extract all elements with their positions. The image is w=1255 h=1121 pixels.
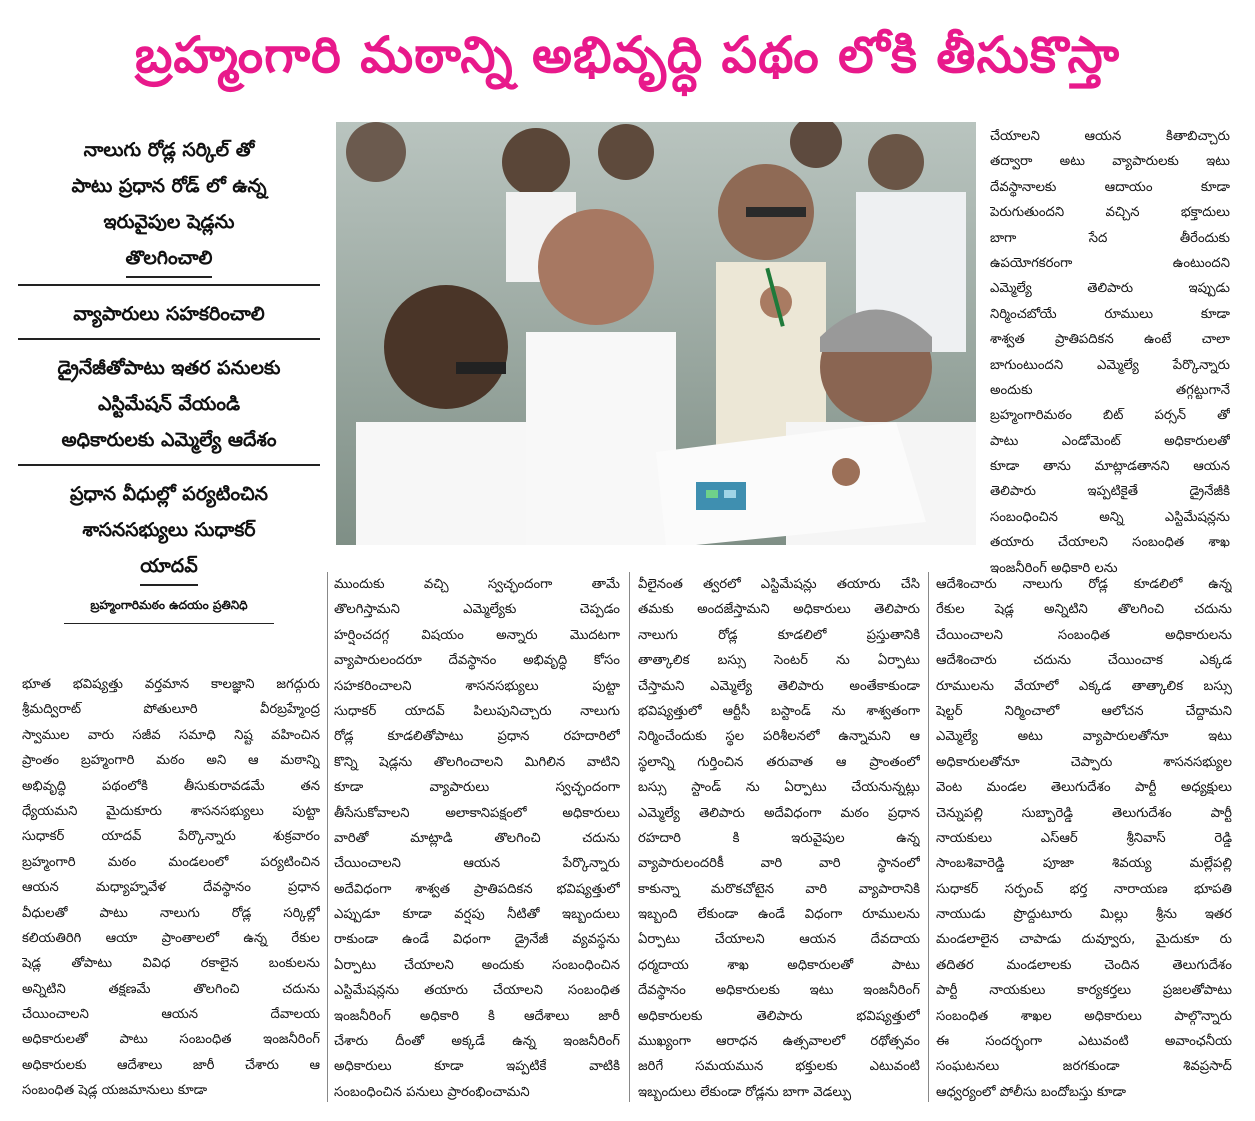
article-line: శాశ్వత ప్రాతిపదికన ఉంటే చాలా (990, 332, 1230, 348)
article-line: బ్రహ్మంగారిమఠం బిట్ పర్సన్ తో (990, 408, 1230, 424)
article-line: ఎమ్మెల్యే అటు వ్యాపారులతోనూ ఇటు (936, 729, 1232, 745)
article-line: రోడ్ల కూడలితోపాటు ప్రధాన రహదారిలో (334, 729, 620, 745)
article-line: ఎప్పుడూ కూడా వర్షపు నీటితో ఇబ్బందులు (334, 907, 620, 923)
article-column-3 (638, 572, 920, 1105)
article-line: చేస్తామని ఎమ్మెల్యే తెలిపారు అంతేకాకుండా (638, 678, 920, 694)
article-line: సంబంధిత షెడ్ల యజమానులు కూడా (22, 1083, 208, 1099)
article-line: నిర్మించబోయే రూములు కూడా (990, 306, 1230, 322)
article-line: స్థలాన్ని గుర్తించిన తరువాత ఆ ప్రాంతంలో (638, 754, 920, 770)
article-line: ఎమ్మెల్యే తెలిపారు అదేవిధంగా మఠం ప్రధాన (638, 805, 920, 821)
article-line: ఆదేశించారు చదును చేయించాక ఎక్కడ (936, 653, 1232, 669)
article-line: వారితో మాట్లాడి తొలగించి చదును (334, 830, 620, 846)
article-line: షెల్టర్ నిర్మించాలో ఆలోచన చేద్దామని (936, 703, 1232, 719)
article-line: అన్నిటిని తక్షణమే తొలగించి చదును (22, 981, 320, 997)
column-rule (928, 572, 929, 1102)
subhead-line: పాటు ప్రధాన రోడ్ లో ఉన్న (71, 175, 267, 197)
article-line: అధికారులతోనూ చెప్పారు శాసనసభ్యుల (936, 754, 1232, 770)
article-line: తమకు అందజేస్తామని అధికారులు తెలిపారు (638, 602, 920, 618)
article-line: సంఘటనలు జరగకుండా శివప్రసాద్ (936, 1059, 1232, 1075)
article-line: తీసేసుకోవాలని అలాకానిపక్షంలో అధికారులు (334, 805, 620, 821)
article-line: చెన్నుపల్లి సుబ్బారెడ్డి తెలుగుదేశం పార్టీ (936, 805, 1232, 821)
photo-illustration (336, 122, 976, 545)
article-line: అధికారులకు ఆదేశాలు జారీ చేశారు ఆ (22, 1057, 320, 1073)
article-line: ముఖ్యంగా ఆరాధన ఉత్సవాలలో రథోత్సవం (638, 1034, 920, 1050)
article-line: వీలైనంత త్వరలో ఎస్టిమేషన్లు తయారు చేసి (638, 577, 920, 592)
article-line: రేకుల షెడ్ల అన్నిటిని తొలగించి చదును (936, 602, 1232, 618)
article-line: షెడ్ల తోపాటు వివిధ రకాలైన బంకులను (22, 956, 320, 972)
article-line: చేశారు దీంతో అక్కడే ఉన్న ఇంజనీరింగ్ (334, 1034, 620, 1050)
article-line: సంబంధించిన అన్ని ఎస్టిమేషన్లను (990, 509, 1230, 525)
article-line: నాలుగు రోడ్ల కూడలిలో ప్రస్తుతానికి (638, 627, 920, 643)
article-line: హర్షించదగ్గ విషయం అన్నారు మొదటగా (334, 627, 620, 643)
article-line: తదితర మండలాలకు చెందిన తెలుగుదేశం (936, 957, 1232, 973)
article-line: సహకరించాలని శాసనసభ్యులు పుట్టా (334, 678, 620, 694)
article-line: అధికారులతో పాటు సంబంధిత ఇంజనీరింగ్ (22, 1032, 320, 1048)
article-line: ఇబ్బంది లేకుండా ఉండే విధంగా రూములను (638, 907, 920, 923)
article-line: పార్టీ నాయకులు కార్యకర్తలు ప్రజలతోపాటు (936, 983, 1232, 999)
article-line: జరిగే సమయమున భక్తులకు ఎటువంటి (638, 1059, 920, 1075)
subhead-line: నాలుగు రోడ్ల సర్కిల్ తో (83, 139, 255, 161)
article-line: కూడా వ్యాపారులు స్వచ్ఛందంగా (334, 780, 620, 796)
article-line: రూములను వేయాలో ఎక్కడ తాత్కాలిక బస్సు (936, 678, 1232, 694)
article-line: ధర్మదాయ శాఖ అధికారులతో పాటు (638, 957, 920, 973)
article-line: అదేవిధంగా శాశ్వత ప్రాతిపదికన భవిష్యత్తులో (334, 881, 620, 897)
article-line: అందుకు తగ్గట్టుగానే (990, 382, 1230, 398)
subhead-line: ప్రధాన వీధుల్లో పర్యటించిన (70, 483, 268, 505)
article-line: తాత్కాలిక బస్సు సెంటర్ ను ఏర్పాటు (638, 653, 920, 669)
article-line: భూత భవిష్యత్తు వర్తమాన కాలజ్ఞాని జగద్గురు (22, 677, 320, 692)
article-line: తద్వారా అటు వ్యాపారులకు ఇటు (990, 154, 1230, 170)
subhead-line: ఎస్టిమేషన్ వేయండి (97, 393, 241, 415)
subhead-line: తొలగించాలి (126, 240, 213, 278)
article-line: ఎస్టిమేషన్లను తయారు చేయాలని సంబంధిత (334, 983, 620, 999)
article-line: ముందుకు వచ్చి స్వచ్ఛందంగా తామే (334, 577, 620, 592)
article-line: ప్రాంతం బ్రహ్మంగారి మఠం అని ఆ మఠాన్ని (22, 753, 320, 769)
column-rule (629, 572, 630, 1102)
article-line: సంబంధించిన పనులు ప్రారంభించామని (334, 1084, 530, 1100)
byline: బ్రహ్మంగారిమఠం ఉదయం ప్రతినిధి (64, 592, 274, 624)
article-line: నాయుడు ప్రొద్దుటూరు మిల్లు శ్రీను ఇతర (936, 907, 1232, 923)
article-line: నాయకులు ఎస్ఆర్ శ్రీనివాస్ రెడ్డి (936, 830, 1232, 846)
article-line: భవిష్యత్తులో ఆర్టీసీ బస్టాండ్ ను శాశ్వతంగా (638, 703, 920, 719)
article-line: అధికారులకు తెలిపారు భవిష్యత్తులో (638, 1008, 920, 1024)
article-line: శ్రీమద్విరాట్ పోతులూరి వీరబ్రహ్మేంద్ర (22, 702, 320, 718)
article-line: దేవస్థానం అధికారులకు ఇటు ఇంజనీరింగ్ (638, 983, 920, 999)
article-line: నిర్మించేందుకు స్థల పరిశీలనలో ఉన్నామని ఆ (638, 729, 920, 745)
article-line: ఈ సందర్భంగా ఎటువంటి అవాంఛనీయ (936, 1034, 1232, 1050)
column-rule (327, 572, 328, 1102)
article-column-1 (22, 672, 320, 1104)
article-line: తెలిపారు ఇప్పటికైతే డ్రైనేజీకి (990, 484, 1230, 500)
subhead-1 (18, 128, 320, 286)
article-line: మండలాలైన చాపాడు దువ్వూరు, మైదుకూ రు (936, 932, 1232, 948)
article-line: వీధులతో పాటు నాలుగు రోడ్ల సర్కిల్లో (22, 905, 320, 921)
article-line: చేయించాలని సంబంధిత అధికారులను (936, 627, 1232, 643)
article-line: ధ్యేయమని మైదుకూరు శాసనసభ్యులు పుట్టా (22, 803, 320, 819)
article-line: కొన్ని షెడ్లను తొలగించాలని మిగిలిన వాటిని (334, 754, 620, 770)
subhead-3 (18, 346, 320, 422)
article-line: ఏర్పాటు చేయాలని ఆయన దేవదాయ (638, 932, 920, 948)
article-line: బ్రహ్మంగారి మఠం మండలంలో పర్యటించిన (22, 854, 320, 870)
article-line: కలియతిరిగి ఆయా ప్రాంతాలలో ఉన్న రేకుల (22, 930, 320, 946)
subheads (18, 128, 320, 624)
article-line: ఆదేశించారు నాలుగు రోడ్ల కూడలిలో ఉన్న (936, 577, 1232, 592)
article-line: బస్సు స్టాండ్ ను ఏర్పాటు చేయనున్నట్లు (638, 780, 920, 796)
subhead-2 (18, 292, 320, 340)
article-line: వ్యాపారులందరికీ వారి వారి స్థానంలో (638, 856, 920, 872)
article-line: రాకుండా ఉండే విధంగా డ్రైనేజీ వ్యవస్థను (334, 932, 620, 948)
article-line: సుధాకర్ యాదవ్ పిలుపునిచ్చారు నాలుగు (334, 703, 620, 719)
article-line: తొలగిస్తామని ఎమ్మెల్యేకు చెప్పడం (334, 602, 620, 618)
article-line: ఆధ్వర్యంలో పోలీసు బందోబస్తు కూడా (936, 1084, 1126, 1100)
subhead-line: యాదవ్ (140, 548, 197, 586)
article-line: అభివృద్ధి పథంలోకి తీసుకురావడమే తన (22, 778, 320, 794)
article-column-4-top (990, 124, 1230, 581)
article-line: అధికారులు కూడా ఇప్పటికే వాటికి (334, 1059, 620, 1075)
article-line: సుధాకర్ సర్పంచ్ భర్త నారాయణ భూపతి (936, 881, 1232, 897)
news-photo (336, 122, 976, 545)
article-line: వ్యాపారులందరూ దేవస్థానం అభివృద్ధి కోసం (334, 653, 620, 669)
headline: బ్రహ్మంగారి మఠాన్ని అభివృద్ధి పథం లోకి తీసుకొస్తా (134, 26, 1121, 84)
subhead-line: అధికారులకు ఎమ్మెల్యే ఆదేశం (61, 429, 277, 451)
subhead-line: డ్రైనేజీతోపాటు ఇతర పనులకు (57, 357, 281, 379)
subhead-line: వ్యాపారులు సహకరించాలి (73, 303, 265, 325)
subhead-line: శాసనసభ్యులు సుధాకర్ (82, 519, 256, 541)
article-line: తయారు చేయాలని సంబంధిత శాఖ (990, 535, 1230, 551)
article-line: స్వాముల వారు సజీవ సమాధి నిష్ట వహించిన (22, 727, 320, 743)
article-line: ఏర్పాటు చేయాలని అందుకు సంబంధించిన (334, 957, 620, 973)
article-line: చేయాలని ఆయన కితాబిచ్చారు (990, 129, 1230, 144)
article-line: ఆయన మధ్యాహ్నవేళ దేవస్థానం ప్రధాన (22, 880, 320, 896)
article-line: కూడా తాను మాట్లాడతానని ఆయన (990, 459, 1230, 475)
article-line: కాకున్నా మరొకచోటైన వారి వ్యాపారానికి (638, 881, 920, 897)
article-line: పెరుగుతుందని వచ్చిన భక్తాదులు (990, 205, 1230, 221)
article-line: పాటు ఎండోమెంట్ అధికారులతో (990, 433, 1230, 449)
article-line: ఉపయోగకరంగా ఉంటుందని (990, 255, 1230, 271)
article-column-4 (936, 572, 1232, 1105)
subhead-5 (18, 472, 320, 592)
article-line: ఇబ్బందులు లేకుండా రోడ్లను బాగా వెడల్పు (638, 1084, 852, 1100)
article-line: ఇంజనీరింగ్ అధికారి కి ఆదేశాలు జారీ (334, 1008, 620, 1024)
article-line: బాగా సేద తీరేందుకు (990, 230, 1230, 246)
article-line: దేవస్థానాలకు ఆదాయం కూడా (990, 179, 1230, 195)
article-line: చేయించాలని ఆయన పేర్కొన్నారు (334, 856, 620, 872)
article-line: సుధాకర్ యాదవ్ పేర్కొన్నారు శుక్రవారం (22, 829, 320, 845)
subhead-4 (18, 422, 320, 466)
article-line: సంబంధిత శాఖల అధికారులు పాల్గొన్నారు (936, 1008, 1232, 1024)
subhead-line: ఇరువైపుల షెడ్లను (103, 211, 235, 233)
article-line: బాగుంటుందని ఎమ్మెల్యే పేర్కొన్నారు (990, 357, 1230, 373)
article-line: ఇంజనీరింగ్ అధికారి లను (990, 560, 1118, 576)
article-line: వెంట మండల తెలుగుదేశం పార్టీ అధ్యక్షులు (936, 780, 1232, 796)
article-line: ఎమ్మెల్యే తెలిపారు ఇప్పుడు (990, 281, 1230, 297)
article-line: రహదారి కి ఇరువైపుల ఉన్న (638, 830, 920, 846)
article-column-2 (334, 572, 620, 1105)
article-line: సాంబశివారెడ్డి పూజా శివయ్య మల్లేపల్లి (936, 856, 1232, 872)
article-line: చేయించాలని ఆయన దేవాలయ (22, 1007, 320, 1023)
